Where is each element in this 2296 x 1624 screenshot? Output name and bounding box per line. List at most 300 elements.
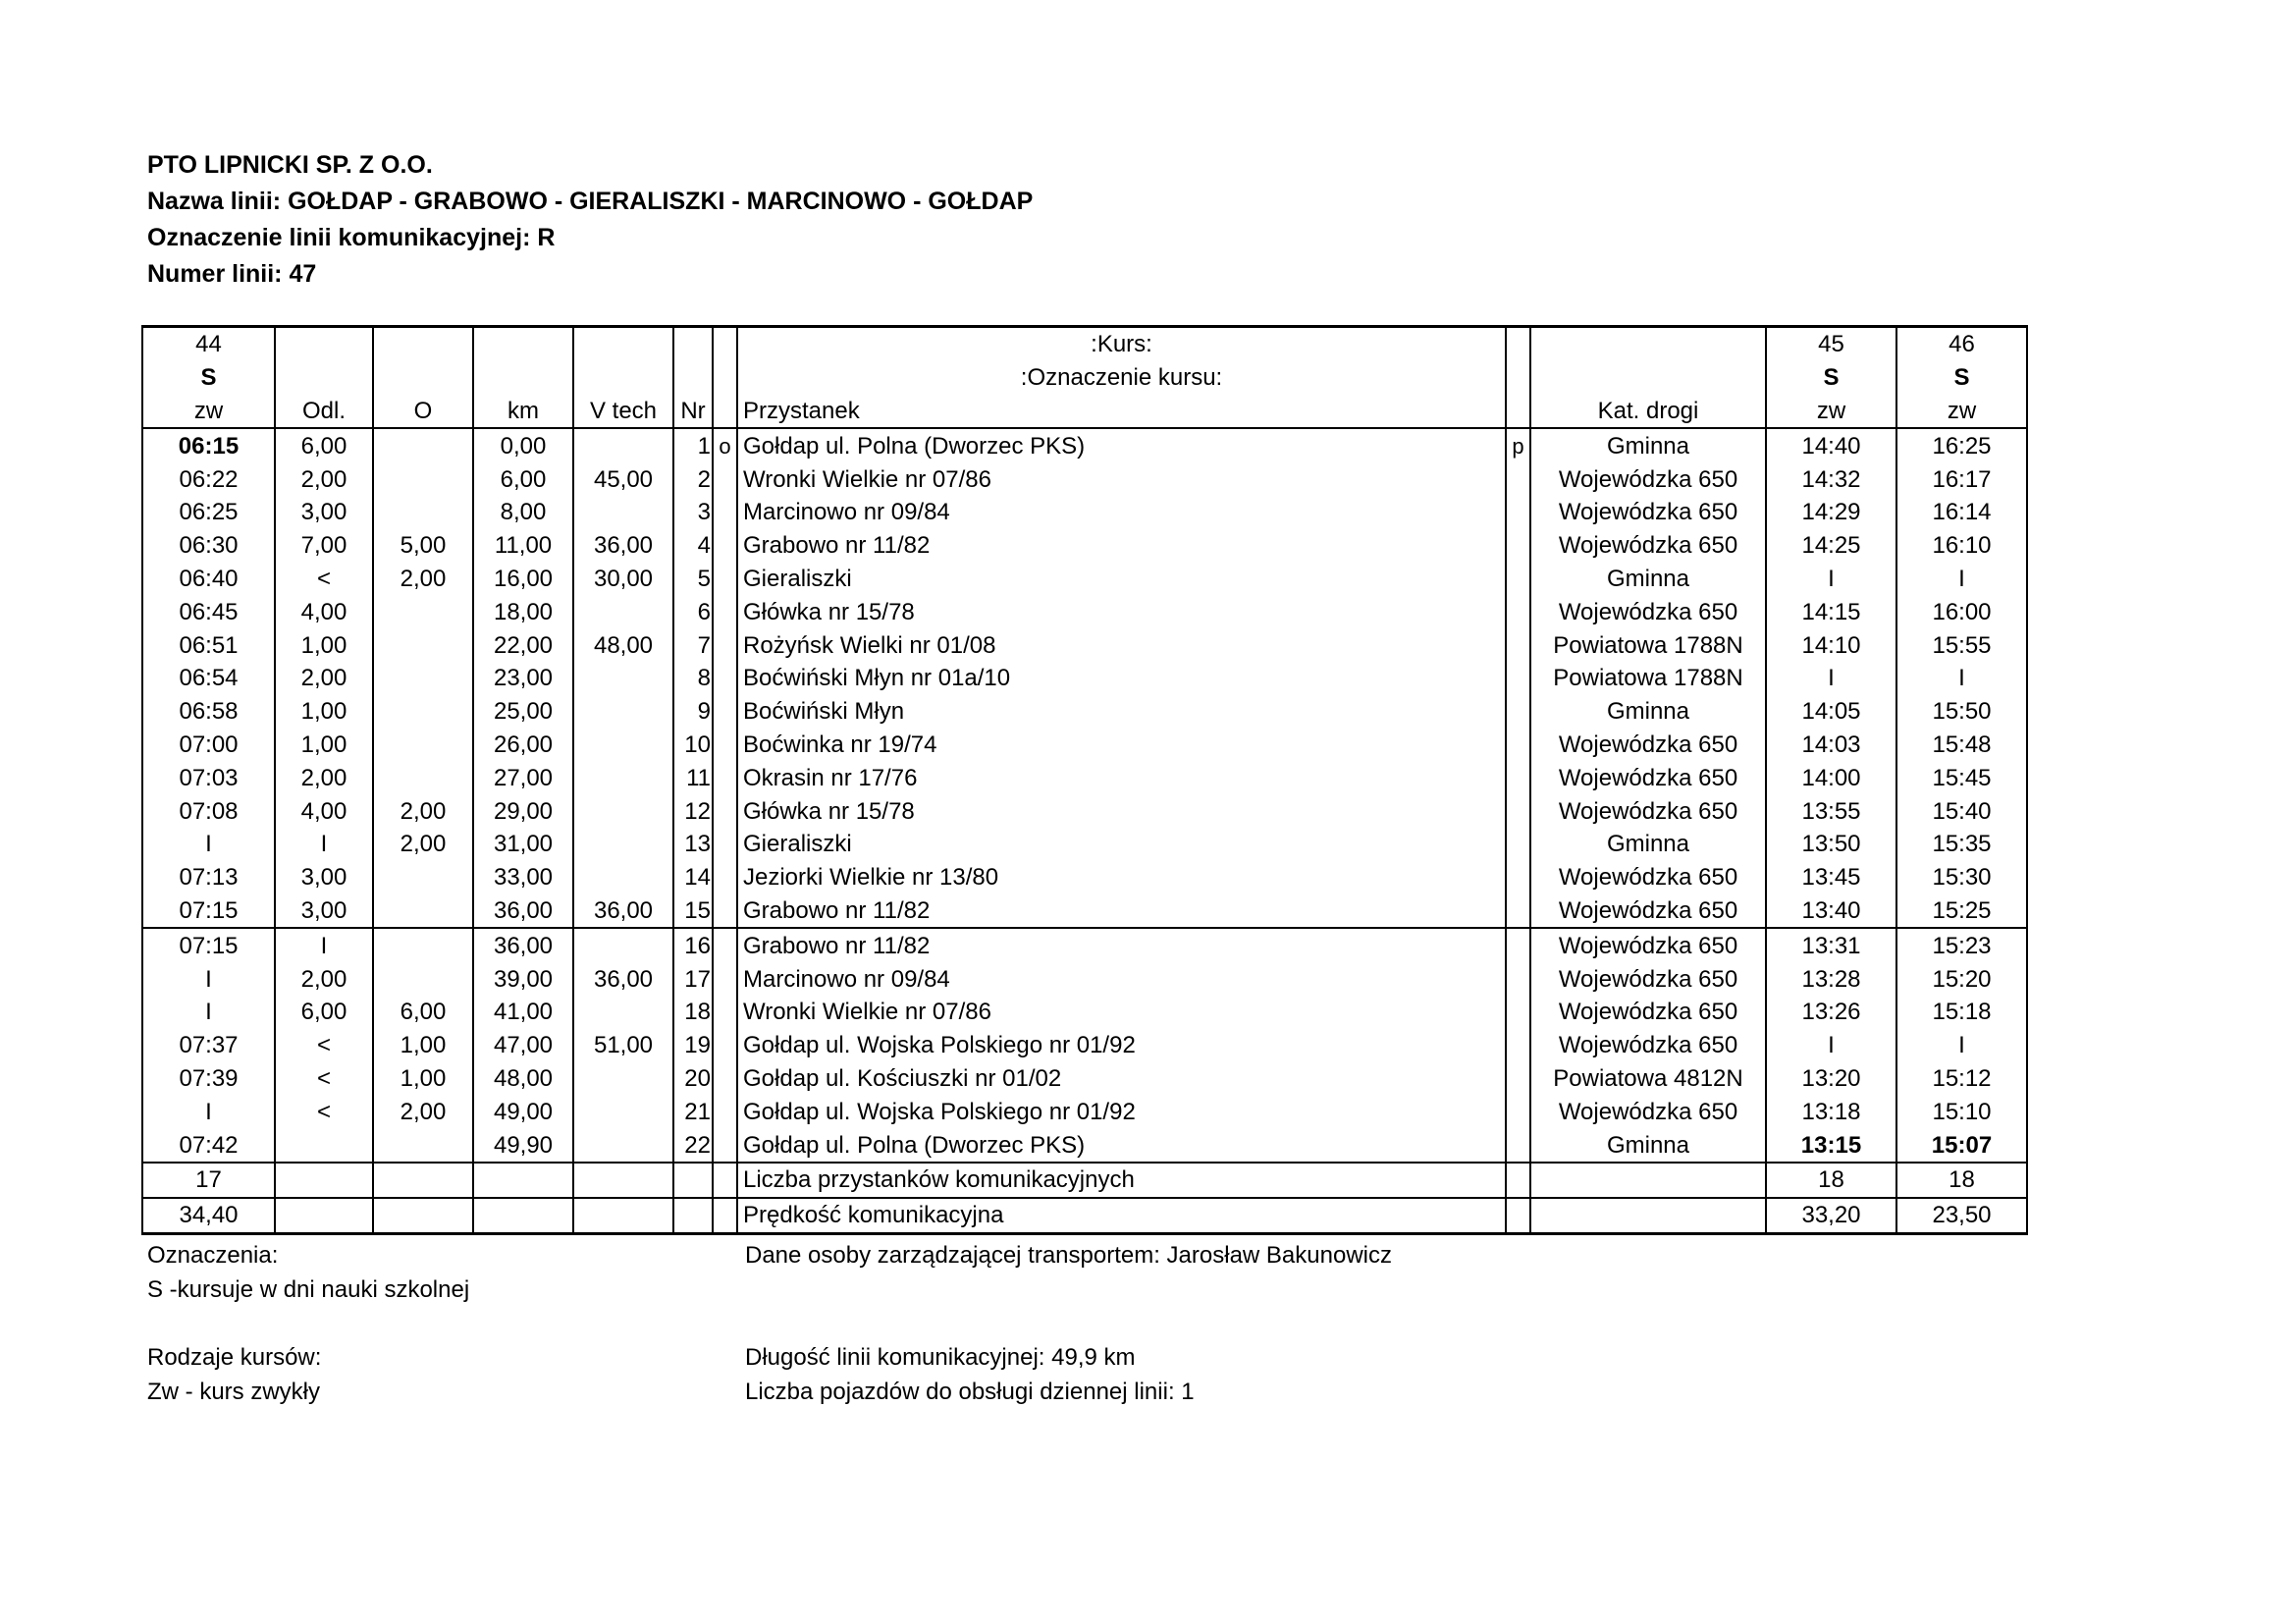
line-designation: Oznaczenie linii komunikacyjnej: R [147, 224, 556, 251]
vtech-cell: 36,00 [573, 962, 673, 996]
road-category: Gminna [1530, 428, 1766, 462]
stop-mark-cell: o [713, 428, 737, 462]
footer-oznaczenia: Oznaczenia: [147, 1242, 279, 1269]
time-45: 13:18 [1766, 1095, 1896, 1128]
time-45: 14:40 [1766, 428, 1896, 462]
stop-name: Wronki Wielkie nr 07/86 [737, 996, 1506, 1029]
road-category: Gminna [1530, 695, 1766, 729]
o-cell [373, 496, 473, 529]
nr-cell: 5 [673, 563, 713, 596]
stop-row [142, 1095, 2027, 1128]
vtech-cell [573, 928, 673, 962]
col-o: O [373, 395, 473, 429]
road-mark-cell [1506, 563, 1530, 596]
stop-mark-cell [713, 928, 737, 962]
stop-row [142, 894, 2027, 929]
nr-cell: 17 [673, 962, 713, 996]
header-row-oznaczenie [142, 361, 2027, 395]
time-46: 15:25 [1896, 894, 2027, 929]
course-44-number: 44 [142, 327, 275, 361]
road-mark-cell [1506, 1062, 1530, 1096]
o-cell: 2,00 [373, 794, 473, 828]
nr-cell: 8 [673, 662, 713, 695]
vtech-cell [573, 496, 673, 529]
odl-cell: < [275, 1095, 373, 1128]
stop-mark-cell [713, 996, 737, 1029]
stop-row [142, 1128, 2027, 1163]
time-46: 16:17 [1896, 462, 2027, 496]
time-44: 06:58 [142, 695, 275, 729]
nr-cell: 21 [673, 1095, 713, 1128]
time-44: 07:03 [142, 761, 275, 794]
time-46: 15:30 [1896, 861, 2027, 894]
course-45-number: 45 [1766, 327, 1896, 361]
road-mark-cell [1506, 595, 1530, 628]
road-mark-cell: p [1506, 428, 1530, 462]
time-46: I [1896, 662, 2027, 695]
time-44: I [142, 962, 275, 996]
time-46: I [1896, 563, 2027, 596]
stop-mark-cell [713, 1029, 737, 1062]
stop-row [142, 828, 2027, 861]
nr-cell: 10 [673, 729, 713, 762]
header-row-columns [142, 395, 2027, 429]
o-cell: 2,00 [373, 828, 473, 861]
stop-row [142, 595, 2027, 628]
stop-mark-cell [713, 496, 737, 529]
nr-cell: 9 [673, 695, 713, 729]
o-cell [373, 761, 473, 794]
road-category: Powiatowa 1788N [1530, 662, 1766, 695]
nr-cell: 12 [673, 794, 713, 828]
vtech-cell [573, 695, 673, 729]
km-cell: 18,00 [473, 595, 573, 628]
stop-row [142, 563, 2027, 596]
stop-name: Główka nr 15/78 [737, 595, 1506, 628]
stop-name: Marcinowo nr 09/84 [737, 962, 1506, 996]
time-45: 13:15 [1766, 1128, 1896, 1163]
stop-row [142, 496, 2027, 529]
stop-row [142, 428, 2027, 462]
stop-mark-cell [713, 894, 737, 929]
road-category: Powiatowa 4812N [1530, 1062, 1766, 1096]
km-cell: 26,00 [473, 729, 573, 762]
road-mark-cell [1506, 628, 1530, 662]
time-45: 13:20 [1766, 1062, 1896, 1096]
odl-cell: 7,00 [275, 529, 373, 563]
stop-row [142, 1062, 2027, 1096]
summary-r45: 18 [1766, 1163, 1896, 1198]
vtech-cell: 45,00 [573, 462, 673, 496]
stop-mark-cell [713, 462, 737, 496]
stop-name: Okrasin nr 17/76 [737, 761, 1506, 794]
km-cell: 25,00 [473, 695, 573, 729]
o-cell [373, 428, 473, 462]
time-45: I [1766, 563, 1896, 596]
road-mark-cell [1506, 794, 1530, 828]
road-mark-cell [1506, 996, 1530, 1029]
oznaczenie-label: :Oznaczenie kursu: [737, 361, 1506, 395]
km-cell: 36,00 [473, 928, 573, 962]
time-45: 13:31 [1766, 928, 1896, 962]
stop-row [142, 628, 2027, 662]
time-46: 15:07 [1896, 1128, 2027, 1163]
stop-row [142, 729, 2027, 762]
time-46: 16:10 [1896, 529, 2027, 563]
vtech-cell [573, 662, 673, 695]
stop-mark-cell [713, 962, 737, 996]
road-mark-cell [1506, 761, 1530, 794]
footer-manager: Dane osoby zarządzającej transportem: Jarosław Bakunowicz [745, 1242, 1392, 1269]
road-category: Wojewódzka 650 [1530, 861, 1766, 894]
time-45: 13:40 [1766, 894, 1896, 929]
km-cell: 49,90 [473, 1128, 573, 1163]
vtech-cell [573, 595, 673, 628]
nr-cell: 14 [673, 861, 713, 894]
stop-name: Gieraliszki [737, 828, 1506, 861]
road-mark-cell [1506, 828, 1530, 861]
road-mark-cell [1506, 462, 1530, 496]
company-name: PTO LIPNICKI SP. Z O.O. [147, 151, 433, 179]
course-44-type: zw [142, 395, 275, 429]
time-44: 06:25 [142, 496, 275, 529]
stop-name: Gołdap ul. Wojska Polskiego nr 01/92 [737, 1095, 1506, 1128]
stop-row [142, 1029, 2027, 1062]
time-46: I [1896, 1029, 2027, 1062]
odl-cell: 1,00 [275, 628, 373, 662]
stop-name: Boćwiński Młyn nr 01a/10 [737, 662, 1506, 695]
time-45: 14:00 [1766, 761, 1896, 794]
o-cell [373, 695, 473, 729]
stop-name: Wronki Wielkie nr 07/86 [737, 462, 1506, 496]
time-44: 06:22 [142, 462, 275, 496]
road-mark-cell [1506, 529, 1530, 563]
time-44: I [142, 996, 275, 1029]
km-cell: 11,00 [473, 529, 573, 563]
stop-row [142, 761, 2027, 794]
km-cell: 47,00 [473, 1029, 573, 1062]
col-km: km [473, 395, 573, 429]
time-45: 13:55 [1766, 794, 1896, 828]
stop-name: Boćwinka nr 19/74 [737, 729, 1506, 762]
o-cell [373, 462, 473, 496]
stop-row [142, 529, 2027, 563]
stop-name: Grabowo nr 11/82 [737, 928, 1506, 962]
stop-name: Rożyńsk Wielki nr 01/08 [737, 628, 1506, 662]
road-category: Wojewódzka 650 [1530, 1095, 1766, 1128]
time-46: 15:50 [1896, 695, 2027, 729]
o-cell: 2,00 [373, 1095, 473, 1128]
road-mark-cell [1506, 1029, 1530, 1062]
stop-mark-cell [713, 1062, 737, 1096]
odl-cell: 3,00 [275, 496, 373, 529]
odl-cell: 1,00 [275, 695, 373, 729]
road-category: Wojewódzka 650 [1530, 962, 1766, 996]
stop-mark-cell [713, 861, 737, 894]
road-mark-cell [1506, 894, 1530, 929]
stop-row [142, 462, 2027, 496]
time-46: 15:48 [1896, 729, 2027, 762]
vtech-cell [573, 861, 673, 894]
time-46: 15:20 [1896, 962, 2027, 996]
time-46: 15:40 [1896, 794, 2027, 828]
nr-cell: 15 [673, 894, 713, 929]
road-mark-cell [1506, 729, 1530, 762]
nr-cell: 3 [673, 496, 713, 529]
stop-mark-cell [713, 595, 737, 628]
summary-row [142, 1163, 2027, 1198]
col-road: Kat. drogi [1530, 395, 1766, 429]
odl-cell: 2,00 [275, 462, 373, 496]
kurs-label: :Kurs: [737, 327, 1506, 361]
time-46: 15:23 [1896, 928, 2027, 962]
road-category: Wojewódzka 650 [1530, 761, 1766, 794]
summary-r46: 18 [1896, 1163, 2027, 1198]
stop-row [142, 695, 2027, 729]
odl-cell: 6,00 [275, 428, 373, 462]
road-category: Wojewódzka 650 [1530, 729, 1766, 762]
stop-name: Gołdap ul. Wojska Polskiego nr 01/92 [737, 1029, 1506, 1062]
o-cell: 1,00 [373, 1062, 473, 1096]
road-category: Powiatowa 1788N [1530, 628, 1766, 662]
stop-name: Grabowo nr 11/82 [737, 894, 1506, 929]
stop-mark-cell [713, 695, 737, 729]
time-45: 14:15 [1766, 595, 1896, 628]
line-name: Nazwa linii: GOŁDAP - GRABOWO - GIERALISZKI - MARCINOWO - GOŁDAP [147, 188, 1034, 215]
time-44: 06:54 [142, 662, 275, 695]
time-46: 15:35 [1896, 828, 2027, 861]
road-category: Wojewódzka 650 [1530, 1029, 1766, 1062]
time-46: 15:12 [1896, 1062, 2027, 1096]
road-category: Wojewódzka 650 [1530, 928, 1766, 962]
stop-row [142, 861, 2027, 894]
summary-left: 17 [142, 1163, 275, 1198]
time-45: 13:45 [1766, 861, 1896, 894]
nr-cell: 11 [673, 761, 713, 794]
vtech-cell [573, 761, 673, 794]
time-44: 07:42 [142, 1128, 275, 1163]
road-category: Gminna [1530, 828, 1766, 861]
km-cell: 39,00 [473, 962, 573, 996]
time-46: 15:45 [1896, 761, 2027, 794]
odl-cell: 3,00 [275, 894, 373, 929]
time-44: 06:30 [142, 529, 275, 563]
course-46-type: zw [1896, 395, 2027, 429]
stop-name: Marcinowo nr 09/84 [737, 496, 1506, 529]
o-cell [373, 894, 473, 929]
odl-cell: I [275, 928, 373, 962]
o-cell [373, 962, 473, 996]
stop-mark-cell [713, 662, 737, 695]
time-44: 06:45 [142, 595, 275, 628]
footer-zw-desc: Zw - kurs zwykły [147, 1379, 320, 1405]
stop-mark-cell [713, 1128, 737, 1163]
road-mark-cell [1506, 695, 1530, 729]
o-cell [373, 1128, 473, 1163]
vtech-cell [573, 1095, 673, 1128]
stop-mark-cell [713, 1095, 737, 1128]
time-45: 14:32 [1766, 462, 1896, 496]
km-cell: 22,00 [473, 628, 573, 662]
odl-cell: 1,00 [275, 729, 373, 762]
time-45: 13:50 [1766, 828, 1896, 861]
course-44-mark: S [142, 361, 275, 395]
km-cell: 36,00 [473, 894, 573, 929]
km-cell: 33,00 [473, 861, 573, 894]
km-cell: 0,00 [473, 428, 573, 462]
time-46: 16:14 [1896, 496, 2027, 529]
footer-s-desc: S -kursuje w dni nauki szkolnej [147, 1276, 470, 1303]
time-45: 14:29 [1766, 496, 1896, 529]
footer-vehicles: Liczba pojazdów do obsługi dziennej linii: 1 [745, 1379, 1195, 1405]
vtech-cell [573, 1128, 673, 1163]
time-44: 06:15 [142, 428, 275, 462]
course-45-mark: S [1766, 361, 1896, 395]
road-category: Gminna [1530, 1128, 1766, 1163]
o-cell: 1,00 [373, 1029, 473, 1062]
stop-name: Gołdap ul. Polna (Dworzec PKS) [737, 428, 1506, 462]
time-44: 07:00 [142, 729, 275, 762]
time-44: 07:13 [142, 861, 275, 894]
road-mark-cell [1506, 496, 1530, 529]
o-cell [373, 729, 473, 762]
stop-mark-cell [713, 794, 737, 828]
stop-mark-cell [713, 628, 737, 662]
nr-cell: 16 [673, 928, 713, 962]
stop-mark-cell [713, 529, 737, 563]
o-cell [373, 861, 473, 894]
road-category: Wojewódzka 650 [1530, 529, 1766, 563]
col-nr: Nr [673, 395, 713, 429]
time-45: 14:05 [1766, 695, 1896, 729]
time-44: 07:15 [142, 928, 275, 962]
stop-row [142, 996, 2027, 1029]
vtech-cell: 51,00 [573, 1029, 673, 1062]
footer-rodzaje: Rodzaje kursów: [147, 1344, 322, 1371]
o-cell [373, 662, 473, 695]
course-45-type: zw [1766, 395, 1896, 429]
stop-mark-cell [713, 563, 737, 596]
stop-row [142, 662, 2027, 695]
road-mark-cell [1506, 962, 1530, 996]
stop-mark-cell [713, 761, 737, 794]
footer-length: Długość linii komunikacyjnej: 49,9 km [745, 1344, 1136, 1371]
time-45: 13:26 [1766, 996, 1896, 1029]
o-cell [373, 628, 473, 662]
odl-cell: < [275, 1062, 373, 1096]
odl-cell: 2,00 [275, 962, 373, 996]
km-cell: 27,00 [473, 761, 573, 794]
road-mark-cell [1506, 1128, 1530, 1163]
o-cell: 5,00 [373, 529, 473, 563]
o-cell [373, 928, 473, 962]
odl-cell: 4,00 [275, 595, 373, 628]
time-44: I [142, 1095, 275, 1128]
km-cell: 48,00 [473, 1062, 573, 1096]
stop-name: Gołdap ul. Polna (Dworzec PKS) [737, 1128, 1506, 1163]
stop-mark-cell [713, 828, 737, 861]
document-header [147, 147, 1033, 293]
stop-name: Gołdap ul. Kościuszki nr 01/02 [737, 1062, 1506, 1096]
km-cell: 16,00 [473, 563, 573, 596]
stop-mark-cell [713, 729, 737, 762]
road-category: Wojewódzka 650 [1530, 794, 1766, 828]
time-44: 06:51 [142, 628, 275, 662]
time-44: 07:37 [142, 1029, 275, 1062]
vtech-cell: 30,00 [573, 563, 673, 596]
summary-r46: 23,50 [1896, 1198, 2027, 1233]
summary-label: Liczba przystanków komunikacyjnych [737, 1163, 1506, 1198]
odl-cell: 2,00 [275, 662, 373, 695]
vtech-cell [573, 428, 673, 462]
stop-row [142, 794, 2027, 828]
stop-name: Gieraliszki [737, 563, 1506, 596]
vtech-cell [573, 729, 673, 762]
time-45: I [1766, 1029, 1896, 1062]
road-category: Wojewódzka 650 [1530, 496, 1766, 529]
nr-cell: 22 [673, 1128, 713, 1163]
odl-cell: 6,00 [275, 996, 373, 1029]
km-cell: 41,00 [473, 996, 573, 1029]
o-cell [373, 595, 473, 628]
vtech-cell [573, 996, 673, 1029]
km-cell: 23,00 [473, 662, 573, 695]
nr-cell: 7 [673, 628, 713, 662]
vtech-cell: 36,00 [573, 529, 673, 563]
col-odl: Odl. [275, 395, 373, 429]
course-46-mark: S [1896, 361, 2027, 395]
time-45: I [1766, 662, 1896, 695]
time-46: 15:18 [1896, 996, 2027, 1029]
time-45: 14:03 [1766, 729, 1896, 762]
summary-r45: 33,20 [1766, 1198, 1896, 1233]
road-mark-cell [1506, 861, 1530, 894]
road-mark-cell [1506, 662, 1530, 695]
nr-cell: 6 [673, 595, 713, 628]
odl-cell: I [275, 828, 373, 861]
vtech-cell [573, 828, 673, 861]
summary-left: 34,40 [142, 1198, 275, 1233]
o-cell: 6,00 [373, 996, 473, 1029]
km-cell: 49,00 [473, 1095, 573, 1128]
time-45: 14:10 [1766, 628, 1896, 662]
road-mark-cell [1506, 928, 1530, 962]
col-vtech: V tech [573, 395, 673, 429]
time-44: I [142, 828, 275, 861]
nr-cell: 19 [673, 1029, 713, 1062]
km-cell: 29,00 [473, 794, 573, 828]
time-45: 14:25 [1766, 529, 1896, 563]
odl-cell [275, 1128, 373, 1163]
stop-name: Boćwiński Młyn [737, 695, 1506, 729]
odl-cell: 2,00 [275, 761, 373, 794]
nr-cell: 18 [673, 996, 713, 1029]
nr-cell: 1 [673, 428, 713, 462]
time-46: 15:55 [1896, 628, 2027, 662]
vtech-cell: 36,00 [573, 894, 673, 929]
nr-cell: 20 [673, 1062, 713, 1096]
nr-cell: 4 [673, 529, 713, 563]
stop-name: Główka nr 15/78 [737, 794, 1506, 828]
header-row-kurs [142, 327, 2027, 361]
time-46: 16:00 [1896, 595, 2027, 628]
col-stop: Przystanek [737, 395, 1506, 429]
time-44: 07:39 [142, 1062, 275, 1096]
time-44: 07:08 [142, 794, 275, 828]
vtech-cell: 48,00 [573, 628, 673, 662]
stop-row [142, 962, 2027, 996]
time-45: 13:28 [1766, 962, 1896, 996]
